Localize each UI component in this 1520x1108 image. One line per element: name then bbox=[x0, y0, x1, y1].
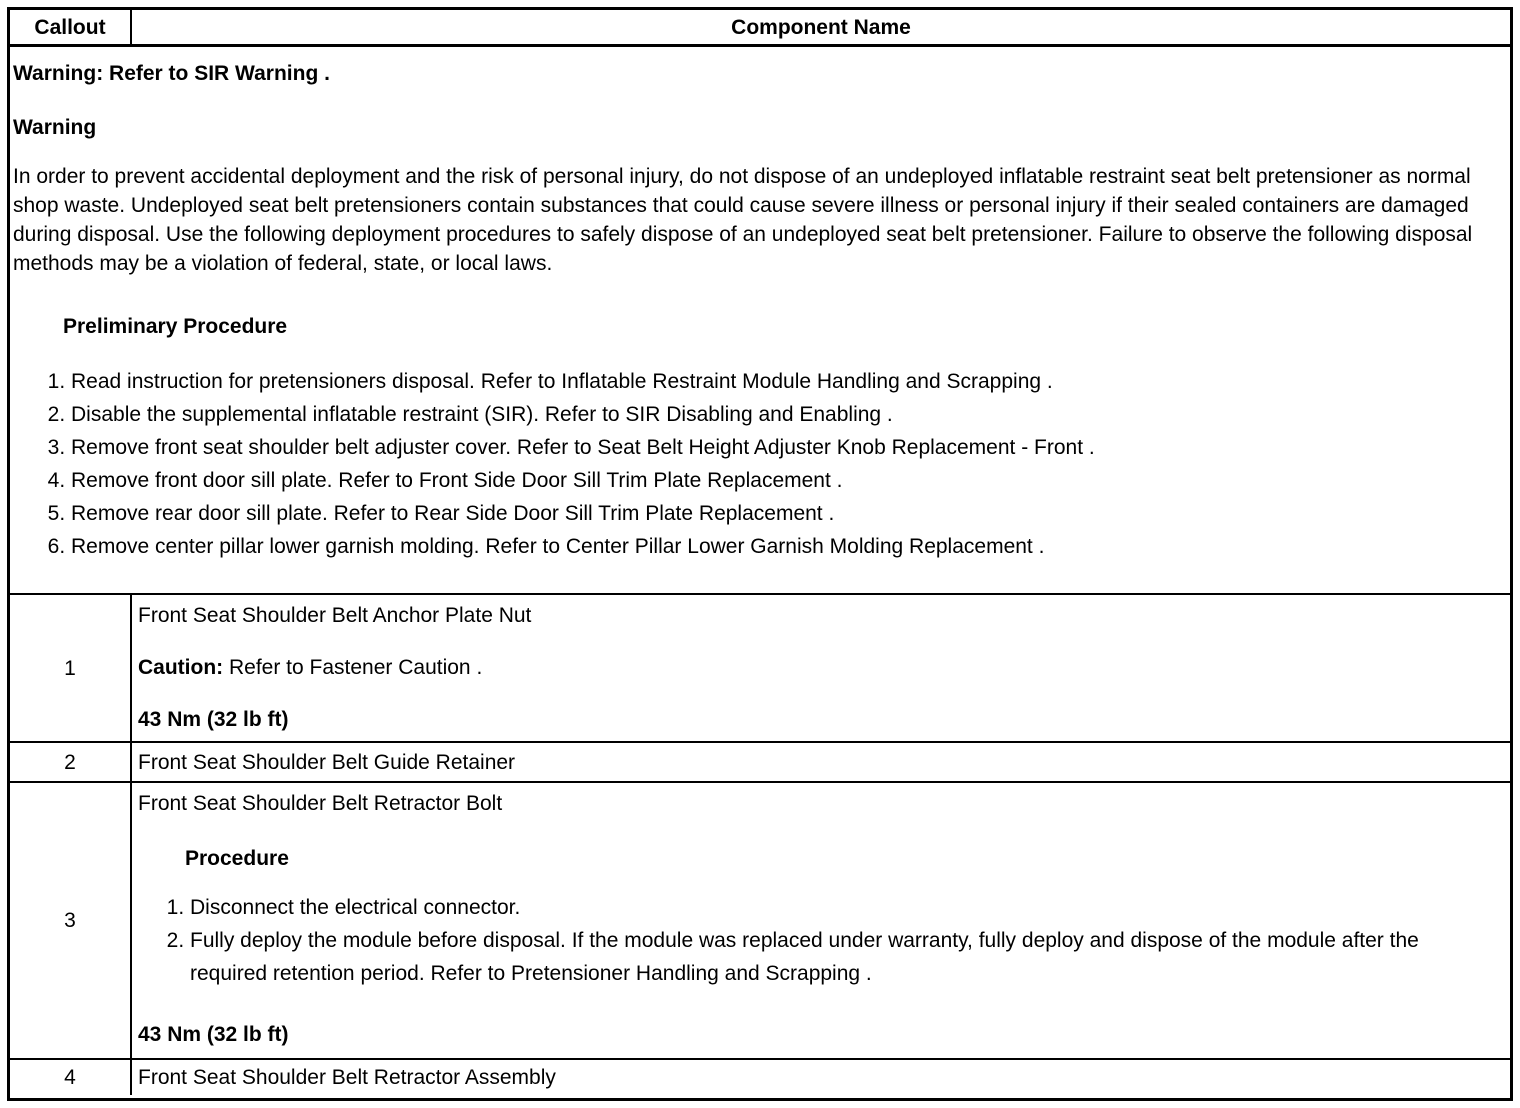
component-cell bbox=[132, 783, 1510, 1058]
callout-number: 3 bbox=[10, 783, 132, 1058]
component-name: Front Seat Shoulder Belt Retractor Bolt bbox=[138, 792, 503, 815]
table-row bbox=[10, 1060, 1510, 1095]
callout-number: 4 bbox=[10, 1060, 132, 1095]
list-item: 2. Disable the supplemental inflatable restraint (SIR). Refer to SIR Disabling and Enabling . bbox=[71, 398, 1506, 431]
component-cell bbox=[132, 595, 1510, 741]
table-row bbox=[10, 743, 1510, 783]
component-name: Front Seat Shoulder Belt Anchor Plate Nut bbox=[138, 604, 532, 627]
preliminary-procedure-heading: Preliminary Procedure bbox=[63, 315, 288, 338]
component-callout-table bbox=[7, 7, 1513, 1101]
preliminary-procedure-list bbox=[13, 365, 1506, 563]
caution-text: Refer to Fastener Caution . bbox=[223, 656, 483, 679]
table-row bbox=[10, 595, 1510, 743]
callout-number: 1 bbox=[10, 595, 132, 741]
fastener-caution-line bbox=[138, 653, 1510, 682]
warning-section bbox=[10, 47, 1510, 595]
list-item: 4. Remove front door sill plate. Refer to Front Side Door Sill Trim Plate Replacement . bbox=[71, 464, 1506, 497]
component-cell bbox=[132, 743, 1510, 781]
list-item: 2. Fully deploy the module before disposal. If the module was replaced under warranty, fully deploy and dispose of the module after the required retention period. Refer to Pretensioner Handling and Scrapping . bbox=[190, 924, 1428, 990]
table-header-row bbox=[10, 10, 1510, 47]
callout-column-header: Callout bbox=[10, 10, 132, 44]
callout-number: 2 bbox=[10, 743, 132, 781]
torque-spec: 43 Nm (32 lb ft) bbox=[138, 1023, 289, 1046]
torque-spec: 43 Nm (32 lb ft) bbox=[138, 708, 289, 731]
procedure-heading: Procedure bbox=[185, 847, 289, 870]
component-name-column-header: Component Name bbox=[731, 15, 911, 39]
sir-warning-reference: Warning: Refer to SIR Warning . bbox=[13, 62, 330, 85]
component-cell bbox=[132, 1060, 1510, 1095]
component-name: Front Seat Shoulder Belt Retractor Assembly bbox=[138, 1066, 556, 1089]
list-item: 6. Remove center pillar lower garnish molding. Refer to Center Pillar Lower Garnish Molding Replacement . bbox=[71, 530, 1506, 563]
list-item: 1. Read instruction for pretensioners disposal. Refer to Inflatable Restraint Module Handling and Scrapping . bbox=[71, 365, 1506, 398]
list-item: 1. Disconnect the electrical connector. bbox=[190, 891, 1428, 924]
list-item: 3. Remove front seat shoulder belt adjuster cover. Refer to Seat Belt Height Adjuster Knob Replacement - Front . bbox=[71, 431, 1506, 464]
component-name: Front Seat Shoulder Belt Guide Retainer bbox=[138, 750, 516, 774]
caution-label: Caution: bbox=[138, 656, 224, 679]
list-item: 5. Remove rear door sill plate. Refer to Rear Side Door Sill Trim Plate Replacement . bbox=[71, 497, 1506, 530]
warning-heading: Warning bbox=[13, 116, 97, 139]
table-row bbox=[10, 783, 1510, 1060]
warning-body-text: In order to prevent accidental deployment and the risk of personal injury, do not dispose of an undeployed inflatable restraint seat belt pretensioner as normal shop waste. Undeployed seat belt pretensioners contain substances that could cause severe illness or personal injury if their sealed containers are damaged during disposal. Use the following deployment procedures to safely dispose of an undeployed seat belt pretensioner. Failure to observe the following disposal methods may be a violation of federal, state, or local laws. bbox=[13, 165, 1473, 275]
procedure-list bbox=[138, 891, 1428, 990]
